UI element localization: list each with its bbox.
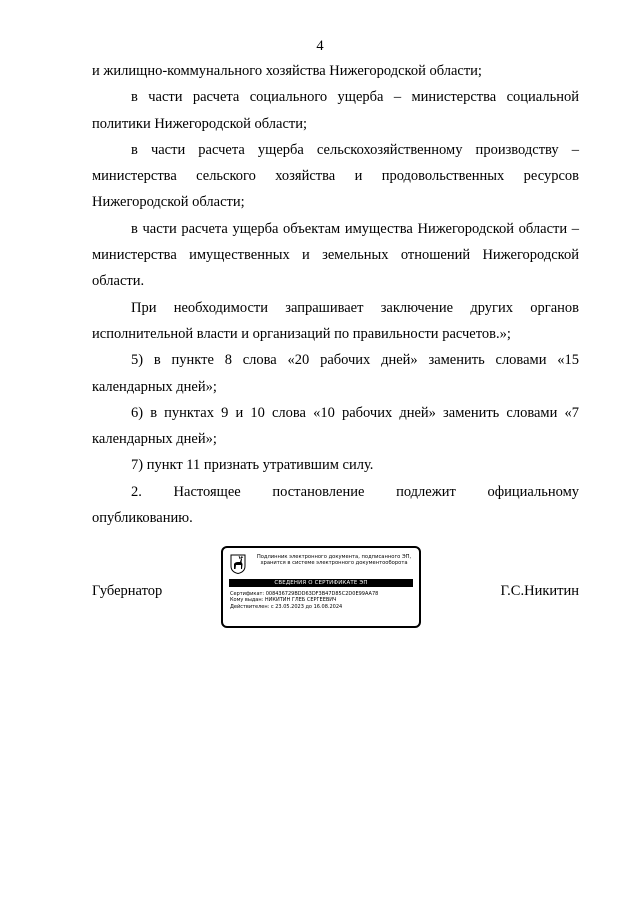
- paragraph-7: 6) в пунктах 9 и 10 слова «10 рабочих дней» заменить словами «7 календарных дней»;: [92, 404, 579, 448]
- paragraph-9-tail: опубликованию.: [92, 510, 193, 527]
- item-2-word-1: Настоящее: [173, 483, 241, 500]
- paragraph-5: При необходимости запрашивает заключение других органов исполнительной власти и организаций по правильности расчетов.»;: [92, 299, 579, 342]
- signer-position: Губернатор: [92, 583, 163, 599]
- paragraph-8: 7) пункт 11 признать утратившим силу.: [131, 457, 374, 474]
- page-number: 4: [316, 38, 324, 54]
- paragraph-1: и жилищно-коммунального хозяйства Нижегородской области;: [92, 63, 482, 79]
- paragraph-9-line: [92, 479, 579, 505]
- stamp-issued-to-value: НИКИТИН ГЛЕБ СЕРГЕЕВИЧ: [264, 597, 337, 604]
- stamp-note: Подлинник электронного документа, подписанного ЭП, хранится в системе электронного документооборота: [256, 554, 412, 567]
- item-2-word-2: постановление: [272, 483, 365, 500]
- nizhny-novgorod-deer-emblem-icon: [230, 554, 246, 574]
- paragraph-4: в части расчета ущерба объектам имущества Нижегородской области – министерства имущественных и земельных отношений Нижегородской области.: [92, 220, 579, 290]
- item-2-number: 2.: [131, 483, 142, 500]
- item-2-word-4: официальному: [487, 483, 579, 500]
- stamp-issued-to-label: Кому выдан:: [230, 597, 264, 604]
- paragraph-6: 5) в пункте 8 слова «20 рабочих дней» заменить словами «15 календарных дней»;: [92, 352, 579, 395]
- item-2-word-3: подлежит: [396, 483, 456, 500]
- stamp-certificate-value: 008436729BDD63DF3B47D85C2D0E99AA78: [265, 591, 379, 597]
- paragraph-2: в части расчета социального ущерба – министерства социальной политики Нижегородской области;: [92, 89, 579, 132]
- signature-block: [92, 554, 579, 635]
- document-body: [92, 58, 579, 531]
- electronic-signature-stamp: [221, 546, 421, 628]
- stamp-validity-line: [230, 604, 416, 610]
- stamp-certificate-header: СВЕДЕНИЯ О СЕРТИФИКАТЕ ЭП: [229, 579, 413, 587]
- stamp-valid-value: с 23.05.2023 до 16.08.2024: [270, 603, 343, 610]
- stamp-details: [230, 591, 416, 610]
- stamp-certificate-label: Сертификат:: [230, 591, 265, 597]
- stamp-valid-label: Действителен:: [230, 603, 270, 610]
- signer-name: Г.С.Никитин: [500, 583, 579, 599]
- paragraph-3: в части расчета ущерба сельскохозяйственному производству – министерства сельского хозяйства и продовольственных ресурсов Нижегородской области;: [92, 141, 579, 211]
